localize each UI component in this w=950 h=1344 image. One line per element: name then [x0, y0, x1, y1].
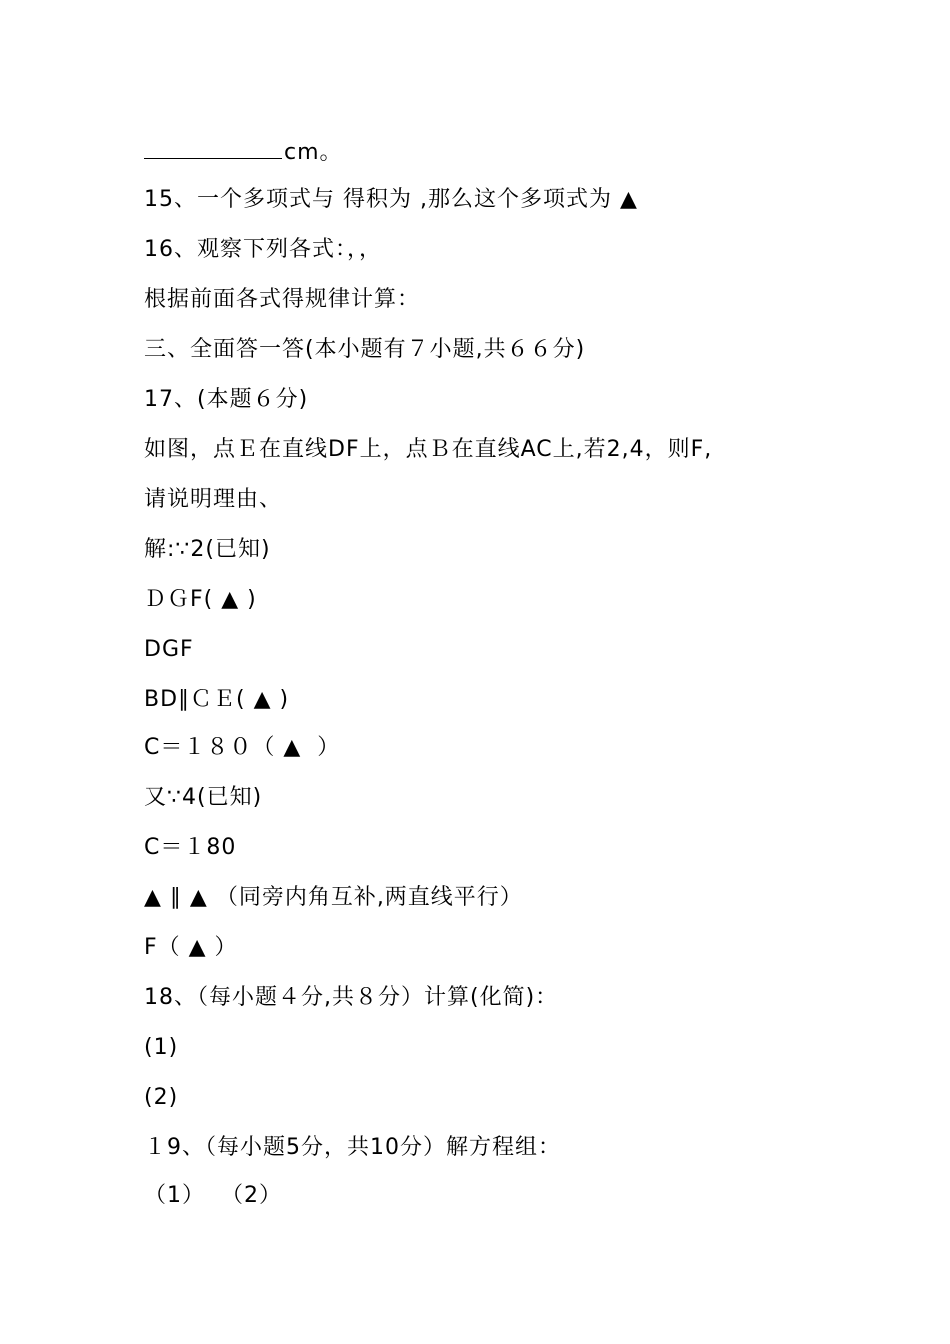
question-19-parts: （1） （2） [144, 1183, 282, 1208]
question-16-instruction: 根据前面各式得规律计算： [144, 287, 421, 312]
question-15: 15、一个多项式与 得积为 ,那么这个多项式为 ▲ [144, 187, 638, 212]
unit-text: cm。 [284, 140, 343, 165]
solution-step-9: F（ ▲ ） [144, 935, 238, 960]
question-19-heading: １9、（每小题5分，共10分）解方程组： [144, 1135, 561, 1160]
solution-step-6: 又∵4(已知) [144, 785, 263, 810]
question-17-statement: 如图，点Ｅ在直线DF上，点Ｂ在直线AC上,若2,4，则F, [144, 437, 713, 462]
solution-step-3: DGF [144, 637, 194, 662]
solution-step-7: C＝１80 [144, 835, 237, 860]
question-17-heading: 17、(本题６分) [144, 387, 309, 412]
question-16: 16、观察下列各式：，， [144, 237, 382, 262]
answer-blank-line [144, 138, 904, 166]
solution-step-5: C＝１８０（ ▲ ） [144, 735, 341, 760]
solution-step-1: 解:∵2(已知) [144, 537, 271, 562]
question-18-heading: 18、（每小题４分,共８分）计算(化简)： [144, 985, 559, 1010]
solution-step-4: BD∥ＣＥ( ▲ ) [144, 687, 290, 712]
question-18-part-2: (2) [144, 1085, 179, 1110]
solution-step-8: ▲ ∥ ▲ （同旁内角互补,两直线平行） [144, 885, 523, 910]
question-17-prompt: 请说明理由、 [144, 487, 283, 512]
answer-blank [144, 138, 282, 159]
question-18-part-1: (1) [144, 1035, 179, 1060]
section-3-heading: 三、全面答一答(本小题有７小题,共６６分) [144, 337, 586, 362]
solution-step-2: ＤＧF( ▲ ) [144, 587, 257, 612]
